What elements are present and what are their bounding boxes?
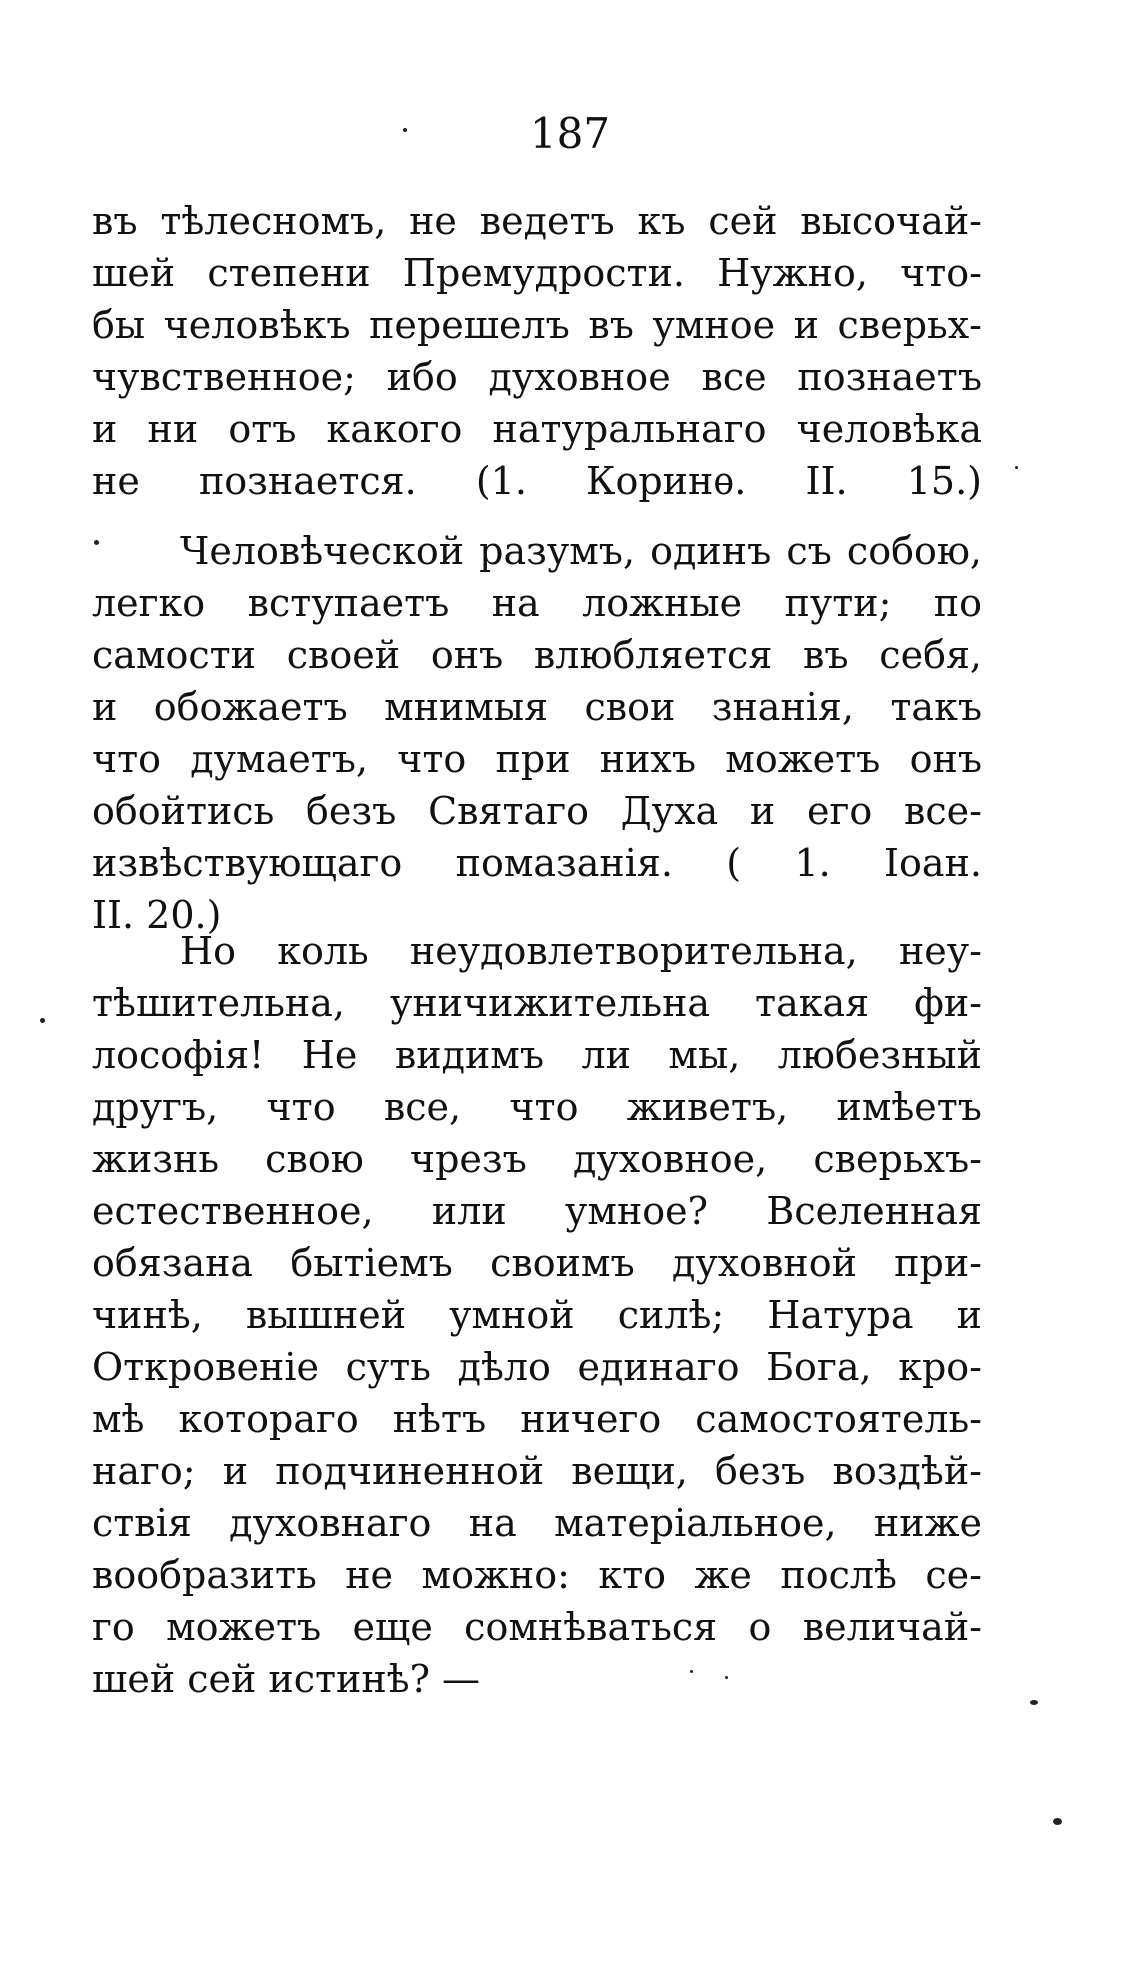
text-line: ствія духовнаго на матеріальное, ниже bbox=[92, 1501, 982, 1545]
text-line: вообразить не можно: кто же послѣ се- bbox=[92, 1553, 982, 1597]
paragraph-1 bbox=[92, 195, 982, 507]
text-line: жизнь свою чрезъ духовное, сверьхъ- bbox=[92, 1137, 982, 1181]
text-line: въ тѣлесномъ, не ведетъ къ сей высочай- bbox=[92, 199, 982, 243]
text-line: обойтись безъ Святаго Духа и его все- bbox=[92, 789, 982, 833]
text-line: II. 20.) bbox=[92, 893, 222, 937]
text-line: другъ, что все, что живетъ, имѣетъ bbox=[92, 1085, 982, 1129]
paragraph-3 bbox=[92, 925, 982, 1705]
scan-speck bbox=[40, 1018, 45, 1023]
scan-speck bbox=[1015, 466, 1018, 469]
text-line: что думаетъ, что при нихъ можетъ онъ bbox=[92, 737, 982, 781]
text-line: чинѣ, вышней умной силѣ; Натура и bbox=[92, 1293, 982, 1337]
text-line: тѣшительна, уничижительна такая фи- bbox=[92, 981, 982, 1025]
text-line: легко вступаетъ на ложные пути; по bbox=[92, 581, 982, 625]
text-line: обязана бытіемъ своимъ духовной при- bbox=[92, 1241, 982, 1285]
text-line: мѣ котораго нѣтъ ничего самостоятель- bbox=[92, 1397, 982, 1441]
page-number: 187 bbox=[529, 109, 611, 158]
text-line: самости своей онъ влюбляется въ себя, bbox=[92, 633, 982, 677]
text-line: естественное, или умное? Вселенная bbox=[92, 1189, 982, 1233]
scan-speck bbox=[94, 540, 99, 545]
scan-speck bbox=[403, 128, 407, 132]
text-line: не познается. (1. Коринѳ. II. 15.) bbox=[92, 459, 982, 503]
scan-speck bbox=[1030, 1700, 1038, 1705]
text-line: наго; и подчиненной вещи, безъ воздѣй- bbox=[92, 1449, 982, 1493]
text-line: и ни отъ какого натуральнаго человѣка bbox=[92, 407, 982, 451]
text-line: чувственное; ибо духовное все познаетъ bbox=[92, 355, 982, 399]
text-line: и обожаетъ мнимыя свои знанія, такъ bbox=[92, 685, 982, 729]
text-line: шей сей истинѣ? — bbox=[92, 1657, 481, 1701]
text-line: го можетъ еще сомнѣваться о величай- bbox=[92, 1605, 982, 1649]
paragraph-2 bbox=[92, 525, 982, 941]
text-line: Откровеніе суть дѣло единаго Бога, кро- bbox=[92, 1345, 982, 1389]
text-line: лософія! Не видимъ ли мы, любезный bbox=[92, 1033, 982, 1077]
text-line: Но коль неудовлетворительна, неу- bbox=[180, 929, 982, 973]
text-line: шей степени Премудрости. Нужно, что- bbox=[92, 251, 982, 295]
text-line: Человѣческой разумъ, одинъ съ собою, bbox=[180, 529, 982, 573]
scan-speck bbox=[725, 1676, 728, 1679]
text-line: бы человѣкъ перешелъ въ умное и сверьх- bbox=[92, 303, 982, 347]
text-line: извѣствующаго помазанія. ( 1. Іоан. bbox=[92, 841, 982, 885]
scan-speck bbox=[690, 1670, 693, 1673]
scan-speck bbox=[1053, 1818, 1062, 1825]
